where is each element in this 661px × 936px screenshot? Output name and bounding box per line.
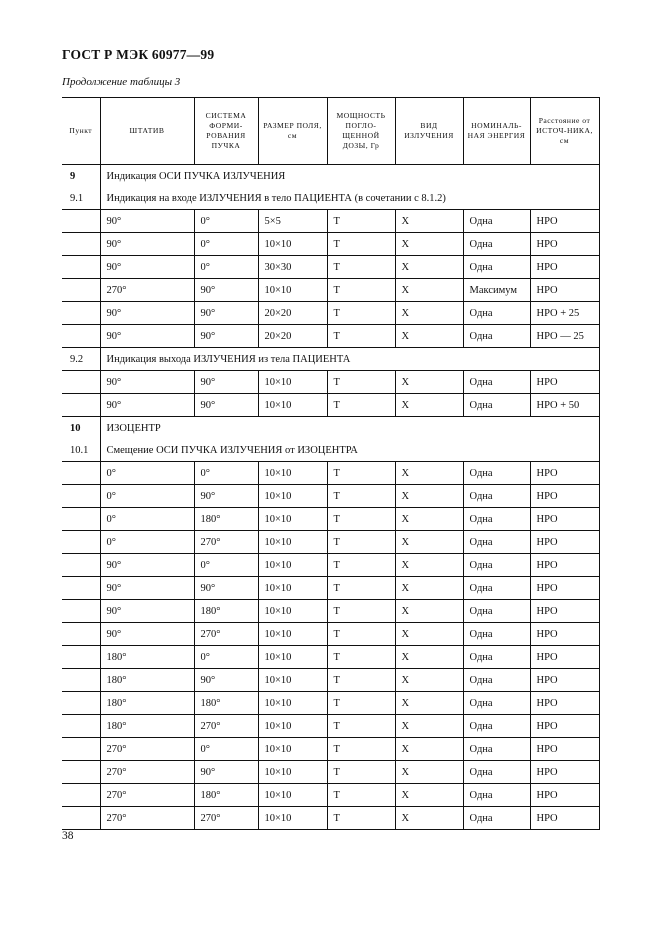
radiation-type-cell: X bbox=[395, 738, 463, 761]
field-size-cell: 10×10 bbox=[258, 738, 327, 761]
distance-cell: НРО — 25 bbox=[530, 325, 599, 348]
dose-rate-cell: T bbox=[327, 302, 395, 325]
header-beam-system: СИСТЕМА ФОРМИ-РОВАНИЯ ПУЧКА bbox=[194, 98, 258, 165]
collimator-cell: 270° bbox=[194, 807, 258, 830]
field-size-cell: 10×10 bbox=[258, 462, 327, 485]
row-item-cell bbox=[62, 554, 100, 577]
table-row bbox=[62, 646, 599, 669]
field-size-cell: 10×10 bbox=[258, 715, 327, 738]
radiation-type-cell: X bbox=[395, 233, 463, 256]
radiation-type-cell: X bbox=[395, 646, 463, 669]
collimator-cell: 90° bbox=[194, 577, 258, 600]
section-title: Индикация выхода ИЗЛУЧЕНИЯ из тела ПАЦИЕНТА bbox=[100, 348, 599, 371]
energy-cell: Одна bbox=[463, 554, 530, 577]
section-row bbox=[62, 165, 599, 188]
distance-cell: НРО + 25 bbox=[530, 302, 599, 325]
field-size-cell: 10×10 bbox=[258, 279, 327, 302]
table-caption: Продолжение таблицы 3 bbox=[62, 76, 181, 88]
row-item-cell bbox=[62, 761, 100, 784]
gantry-cell: 180° bbox=[100, 646, 194, 669]
table-row bbox=[62, 692, 599, 715]
energy-cell: Одна bbox=[463, 485, 530, 508]
distance-cell: НРО bbox=[530, 761, 599, 784]
table-row bbox=[62, 623, 599, 646]
row-item-cell bbox=[62, 233, 100, 256]
dose-rate-cell: T bbox=[327, 761, 395, 784]
distance-cell: НРО bbox=[530, 692, 599, 715]
energy-cell: Одна bbox=[463, 531, 530, 554]
table-row bbox=[62, 325, 599, 348]
collimator-cell: 0° bbox=[194, 738, 258, 761]
distance-cell: НРО bbox=[530, 715, 599, 738]
row-item-cell bbox=[62, 715, 100, 738]
distance-cell: НРО bbox=[530, 531, 599, 554]
dose-rate-cell: T bbox=[327, 508, 395, 531]
dose-rate-cell: T bbox=[327, 531, 395, 554]
dose-rate-cell: T bbox=[327, 807, 395, 830]
radiation-type-cell: X bbox=[395, 508, 463, 531]
section-row bbox=[62, 439, 599, 462]
energy-cell: Одна bbox=[463, 577, 530, 600]
row-item-cell bbox=[62, 256, 100, 279]
row-item-cell bbox=[62, 784, 100, 807]
table-body bbox=[62, 165, 599, 830]
energy-cell: Одна bbox=[463, 256, 530, 279]
radiation-type-cell: X bbox=[395, 669, 463, 692]
table-row bbox=[62, 371, 599, 394]
gantry-cell: 270° bbox=[100, 761, 194, 784]
gantry-cell: 0° bbox=[100, 485, 194, 508]
collimator-cell: 0° bbox=[194, 233, 258, 256]
collimator-cell: 180° bbox=[194, 784, 258, 807]
row-item-cell bbox=[62, 279, 100, 302]
distance-cell: НРО + 50 bbox=[530, 394, 599, 417]
dose-rate-cell: T bbox=[327, 577, 395, 600]
collimator-cell: 90° bbox=[194, 325, 258, 348]
energy-cell: Одна bbox=[463, 325, 530, 348]
header-punkt: Пункт bbox=[62, 98, 100, 165]
distance-cell: НРО bbox=[530, 233, 599, 256]
row-item-cell bbox=[62, 807, 100, 830]
table-row bbox=[62, 715, 599, 738]
section-title: Индикация ОСИ ПУЧКА ИЗЛУЧЕНИЯ bbox=[100, 165, 599, 188]
field-size-cell: 20×20 bbox=[258, 325, 327, 348]
section-number: 9.1 bbox=[62, 187, 100, 210]
energy-cell: Одна bbox=[463, 669, 530, 692]
radiation-type-cell: X bbox=[395, 600, 463, 623]
collimator-cell: 270° bbox=[194, 715, 258, 738]
section-number: 10 bbox=[70, 422, 81, 434]
radiation-type-cell: X bbox=[395, 623, 463, 646]
distance-cell: НРО bbox=[530, 485, 599, 508]
field-size-cell: 10×10 bbox=[258, 577, 327, 600]
field-size-cell: 10×10 bbox=[258, 784, 327, 807]
collimator-cell: 0° bbox=[194, 554, 258, 577]
table-row bbox=[62, 577, 599, 600]
collimator-cell: 90° bbox=[194, 485, 258, 508]
gantry-cell: 90° bbox=[100, 210, 194, 233]
field-size-cell: 10×10 bbox=[258, 692, 327, 715]
radiation-type-cell: X bbox=[395, 485, 463, 508]
distance-cell: НРО bbox=[530, 371, 599, 394]
table-row bbox=[62, 600, 599, 623]
field-size-cell: 10×10 bbox=[258, 233, 327, 256]
field-size-cell: 10×10 bbox=[258, 623, 327, 646]
radiation-type-cell: X bbox=[395, 692, 463, 715]
distance-cell: НРО bbox=[530, 577, 599, 600]
radiation-type-cell: X bbox=[395, 394, 463, 417]
field-size-cell: 20×20 bbox=[258, 302, 327, 325]
distance-cell: НРО bbox=[530, 623, 599, 646]
table-row bbox=[62, 508, 599, 531]
table-row bbox=[62, 761, 599, 784]
header-dose-rate: МОЩНОСТЬ ПОГЛО-ЩЕННОЙ ДОЗЫ, Гр bbox=[327, 98, 395, 165]
row-item-cell bbox=[62, 394, 100, 417]
row-item-cell bbox=[62, 669, 100, 692]
field-size-cell: 10×10 bbox=[258, 485, 327, 508]
dose-rate-cell: T bbox=[327, 692, 395, 715]
gantry-cell: 270° bbox=[100, 279, 194, 302]
energy-cell: Одна bbox=[463, 394, 530, 417]
dose-rate-cell: T bbox=[327, 210, 395, 233]
collimator-cell: 90° bbox=[194, 302, 258, 325]
table-row bbox=[62, 669, 599, 692]
energy-cell: Одна bbox=[463, 233, 530, 256]
dose-rate-cell: T bbox=[327, 371, 395, 394]
dose-rate-cell: T bbox=[327, 279, 395, 302]
distance-cell: НРО bbox=[530, 669, 599, 692]
radiation-type-cell: X bbox=[395, 325, 463, 348]
collimator-cell: 180° bbox=[194, 600, 258, 623]
table-row bbox=[62, 462, 599, 485]
collimator-cell: 270° bbox=[194, 623, 258, 646]
collimator-cell: 0° bbox=[194, 646, 258, 669]
collimator-cell: 0° bbox=[194, 256, 258, 279]
gantry-cell: 90° bbox=[100, 394, 194, 417]
dose-rate-cell: T bbox=[327, 669, 395, 692]
energy-cell: Одна bbox=[463, 600, 530, 623]
row-item-cell bbox=[62, 508, 100, 531]
distance-cell: НРО bbox=[530, 256, 599, 279]
energy-cell: Одна bbox=[463, 302, 530, 325]
dose-rate-cell: T bbox=[327, 784, 395, 807]
energy-cell: Одна bbox=[463, 646, 530, 669]
row-item-cell bbox=[62, 210, 100, 233]
field-size-cell: 5×5 bbox=[258, 210, 327, 233]
field-size-cell: 10×10 bbox=[258, 600, 327, 623]
collimator-cell: 0° bbox=[194, 210, 258, 233]
gantry-cell: 270° bbox=[100, 784, 194, 807]
gantry-cell: 90° bbox=[100, 600, 194, 623]
row-item-cell bbox=[62, 623, 100, 646]
gantry-cell: 180° bbox=[100, 692, 194, 715]
section-title: Смещение ОСИ ПУЧКА ИЗЛУЧЕНИЯ от ИЗОЦЕНТРА bbox=[100, 439, 599, 462]
table-row bbox=[62, 233, 599, 256]
row-item-cell bbox=[62, 485, 100, 508]
table-row bbox=[62, 394, 599, 417]
radiation-type-cell: X bbox=[395, 302, 463, 325]
dose-rate-cell: T bbox=[327, 485, 395, 508]
energy-cell: Одна bbox=[463, 692, 530, 715]
data-table bbox=[62, 97, 600, 830]
gantry-cell: 90° bbox=[100, 302, 194, 325]
dose-rate-cell: T bbox=[327, 462, 395, 485]
radiation-type-cell: X bbox=[395, 371, 463, 394]
distance-cell: НРО bbox=[530, 738, 599, 761]
table-row bbox=[62, 554, 599, 577]
collimator-cell: 90° bbox=[194, 394, 258, 417]
section-row bbox=[62, 348, 599, 371]
dose-rate-cell: T bbox=[327, 600, 395, 623]
table-row bbox=[62, 738, 599, 761]
distance-cell: НРО bbox=[530, 508, 599, 531]
radiation-type-cell: X bbox=[395, 784, 463, 807]
collimator-cell: 90° bbox=[194, 279, 258, 302]
section-number: 9 bbox=[70, 170, 76, 182]
header-field-size: РАЗМЕР ПОЛЯ, см bbox=[258, 98, 327, 165]
energy-cell: Одна bbox=[463, 807, 530, 830]
radiation-type-cell: X bbox=[395, 554, 463, 577]
gantry-cell: 270° bbox=[100, 807, 194, 830]
gantry-cell: 90° bbox=[100, 554, 194, 577]
distance-cell: НРО bbox=[530, 646, 599, 669]
radiation-type-cell: X bbox=[395, 715, 463, 738]
energy-cell: Одна bbox=[463, 715, 530, 738]
energy-cell: Одна bbox=[463, 371, 530, 394]
energy-cell: Одна bbox=[463, 462, 530, 485]
field-size-cell: 10×10 bbox=[258, 508, 327, 531]
distance-cell: НРО bbox=[530, 600, 599, 623]
gantry-cell: 90° bbox=[100, 577, 194, 600]
energy-cell: Одна bbox=[463, 784, 530, 807]
dose-rate-cell: T bbox=[327, 233, 395, 256]
distance-cell: НРО bbox=[530, 279, 599, 302]
row-item-cell bbox=[62, 738, 100, 761]
row-item-cell bbox=[62, 462, 100, 485]
dose-rate-cell: T bbox=[327, 394, 395, 417]
gantry-cell: 270° bbox=[100, 738, 194, 761]
collimator-cell: 180° bbox=[194, 692, 258, 715]
distance-cell: НРО bbox=[530, 462, 599, 485]
radiation-type-cell: X bbox=[395, 279, 463, 302]
table-row bbox=[62, 256, 599, 279]
row-item-cell bbox=[62, 325, 100, 348]
field-size-cell: 10×10 bbox=[258, 394, 327, 417]
radiation-type-cell: X bbox=[395, 256, 463, 279]
energy-cell: Максимум bbox=[463, 279, 530, 302]
distance-cell: НРО bbox=[530, 210, 599, 233]
collimator-cell: 90° bbox=[194, 761, 258, 784]
row-item-cell bbox=[62, 600, 100, 623]
energy-cell: Одна bbox=[463, 508, 530, 531]
field-size-cell: 10×10 bbox=[258, 554, 327, 577]
dose-rate-cell: T bbox=[327, 554, 395, 577]
energy-cell: Одна bbox=[463, 623, 530, 646]
dose-rate-cell: T bbox=[327, 646, 395, 669]
field-size-cell: 10×10 bbox=[258, 531, 327, 554]
collimator-cell: 270° bbox=[194, 531, 258, 554]
gantry-cell: 90° bbox=[100, 233, 194, 256]
gantry-cell: 0° bbox=[100, 462, 194, 485]
section-row bbox=[62, 187, 599, 210]
gantry-cell: 90° bbox=[100, 325, 194, 348]
table-header-row bbox=[62, 98, 599, 165]
field-size-cell: 10×10 bbox=[258, 807, 327, 830]
gantry-cell: 180° bbox=[100, 669, 194, 692]
row-item-cell bbox=[62, 371, 100, 394]
header-source-distance: Расстояние от ИСТОЧ-НИКА, см bbox=[530, 98, 599, 165]
radiation-type-cell: X bbox=[395, 807, 463, 830]
energy-cell: Одна bbox=[463, 210, 530, 233]
radiation-type-cell: X bbox=[395, 531, 463, 554]
section-row bbox=[62, 417, 599, 440]
table-row bbox=[62, 302, 599, 325]
gantry-cell: 90° bbox=[100, 623, 194, 646]
row-item-cell bbox=[62, 531, 100, 554]
table-row bbox=[62, 279, 599, 302]
distance-cell: НРО bbox=[530, 784, 599, 807]
header-radiation-type: ВИД ИЗЛУЧЕНИЯ bbox=[395, 98, 463, 165]
section-number: 10.1 bbox=[62, 439, 100, 462]
dose-rate-cell: T bbox=[327, 715, 395, 738]
dose-rate-cell: T bbox=[327, 325, 395, 348]
row-item-cell bbox=[62, 646, 100, 669]
field-size-cell: 10×10 bbox=[258, 371, 327, 394]
energy-cell: Одна bbox=[463, 761, 530, 784]
gantry-cell: 180° bbox=[100, 715, 194, 738]
document-header: ГОСТ Р МЭК 60977—99 bbox=[62, 47, 215, 62]
table-row bbox=[62, 210, 599, 233]
table-row bbox=[62, 531, 599, 554]
table-row bbox=[62, 807, 599, 830]
table-row bbox=[62, 485, 599, 508]
row-item-cell bbox=[62, 692, 100, 715]
header-nominal-energy: НОМИНАЛЬ-НАЯ ЭНЕРГИЯ bbox=[463, 98, 530, 165]
gantry-cell: 90° bbox=[100, 256, 194, 279]
energy-cell: Одна bbox=[463, 738, 530, 761]
dose-rate-cell: T bbox=[327, 256, 395, 279]
table-row bbox=[62, 784, 599, 807]
row-item-cell bbox=[62, 302, 100, 325]
distance-cell: НРО bbox=[530, 807, 599, 830]
section-title: ИЗОЦЕНТР bbox=[100, 417, 599, 440]
page-number: 38 bbox=[62, 830, 74, 842]
collimator-cell: 90° bbox=[194, 371, 258, 394]
gantry-cell: 90° bbox=[100, 371, 194, 394]
collimator-cell: 90° bbox=[194, 669, 258, 692]
section-title: Индикация на входе ИЗЛУЧЕНИЯ в тело ПАЦИЕНТА (в сочетании с 8.1.2) bbox=[100, 187, 599, 210]
gantry-cell: 0° bbox=[100, 508, 194, 531]
dose-rate-cell: T bbox=[327, 738, 395, 761]
dose-rate-cell: T bbox=[327, 623, 395, 646]
radiation-type-cell: X bbox=[395, 462, 463, 485]
section-number: 9.2 bbox=[62, 348, 100, 371]
radiation-type-cell: X bbox=[395, 761, 463, 784]
distance-cell: НРО bbox=[530, 554, 599, 577]
header-shtativ: ШТАТИВ bbox=[100, 98, 194, 165]
field-size-cell: 30×30 bbox=[258, 256, 327, 279]
collimator-cell: 0° bbox=[194, 462, 258, 485]
field-size-cell: 10×10 bbox=[258, 761, 327, 784]
field-size-cell: 10×10 bbox=[258, 646, 327, 669]
radiation-type-cell: X bbox=[395, 577, 463, 600]
radiation-type-cell: X bbox=[395, 210, 463, 233]
collimator-cell: 180° bbox=[194, 508, 258, 531]
field-size-cell: 10×10 bbox=[258, 669, 327, 692]
row-item-cell bbox=[62, 577, 100, 600]
gantry-cell: 0° bbox=[100, 531, 194, 554]
